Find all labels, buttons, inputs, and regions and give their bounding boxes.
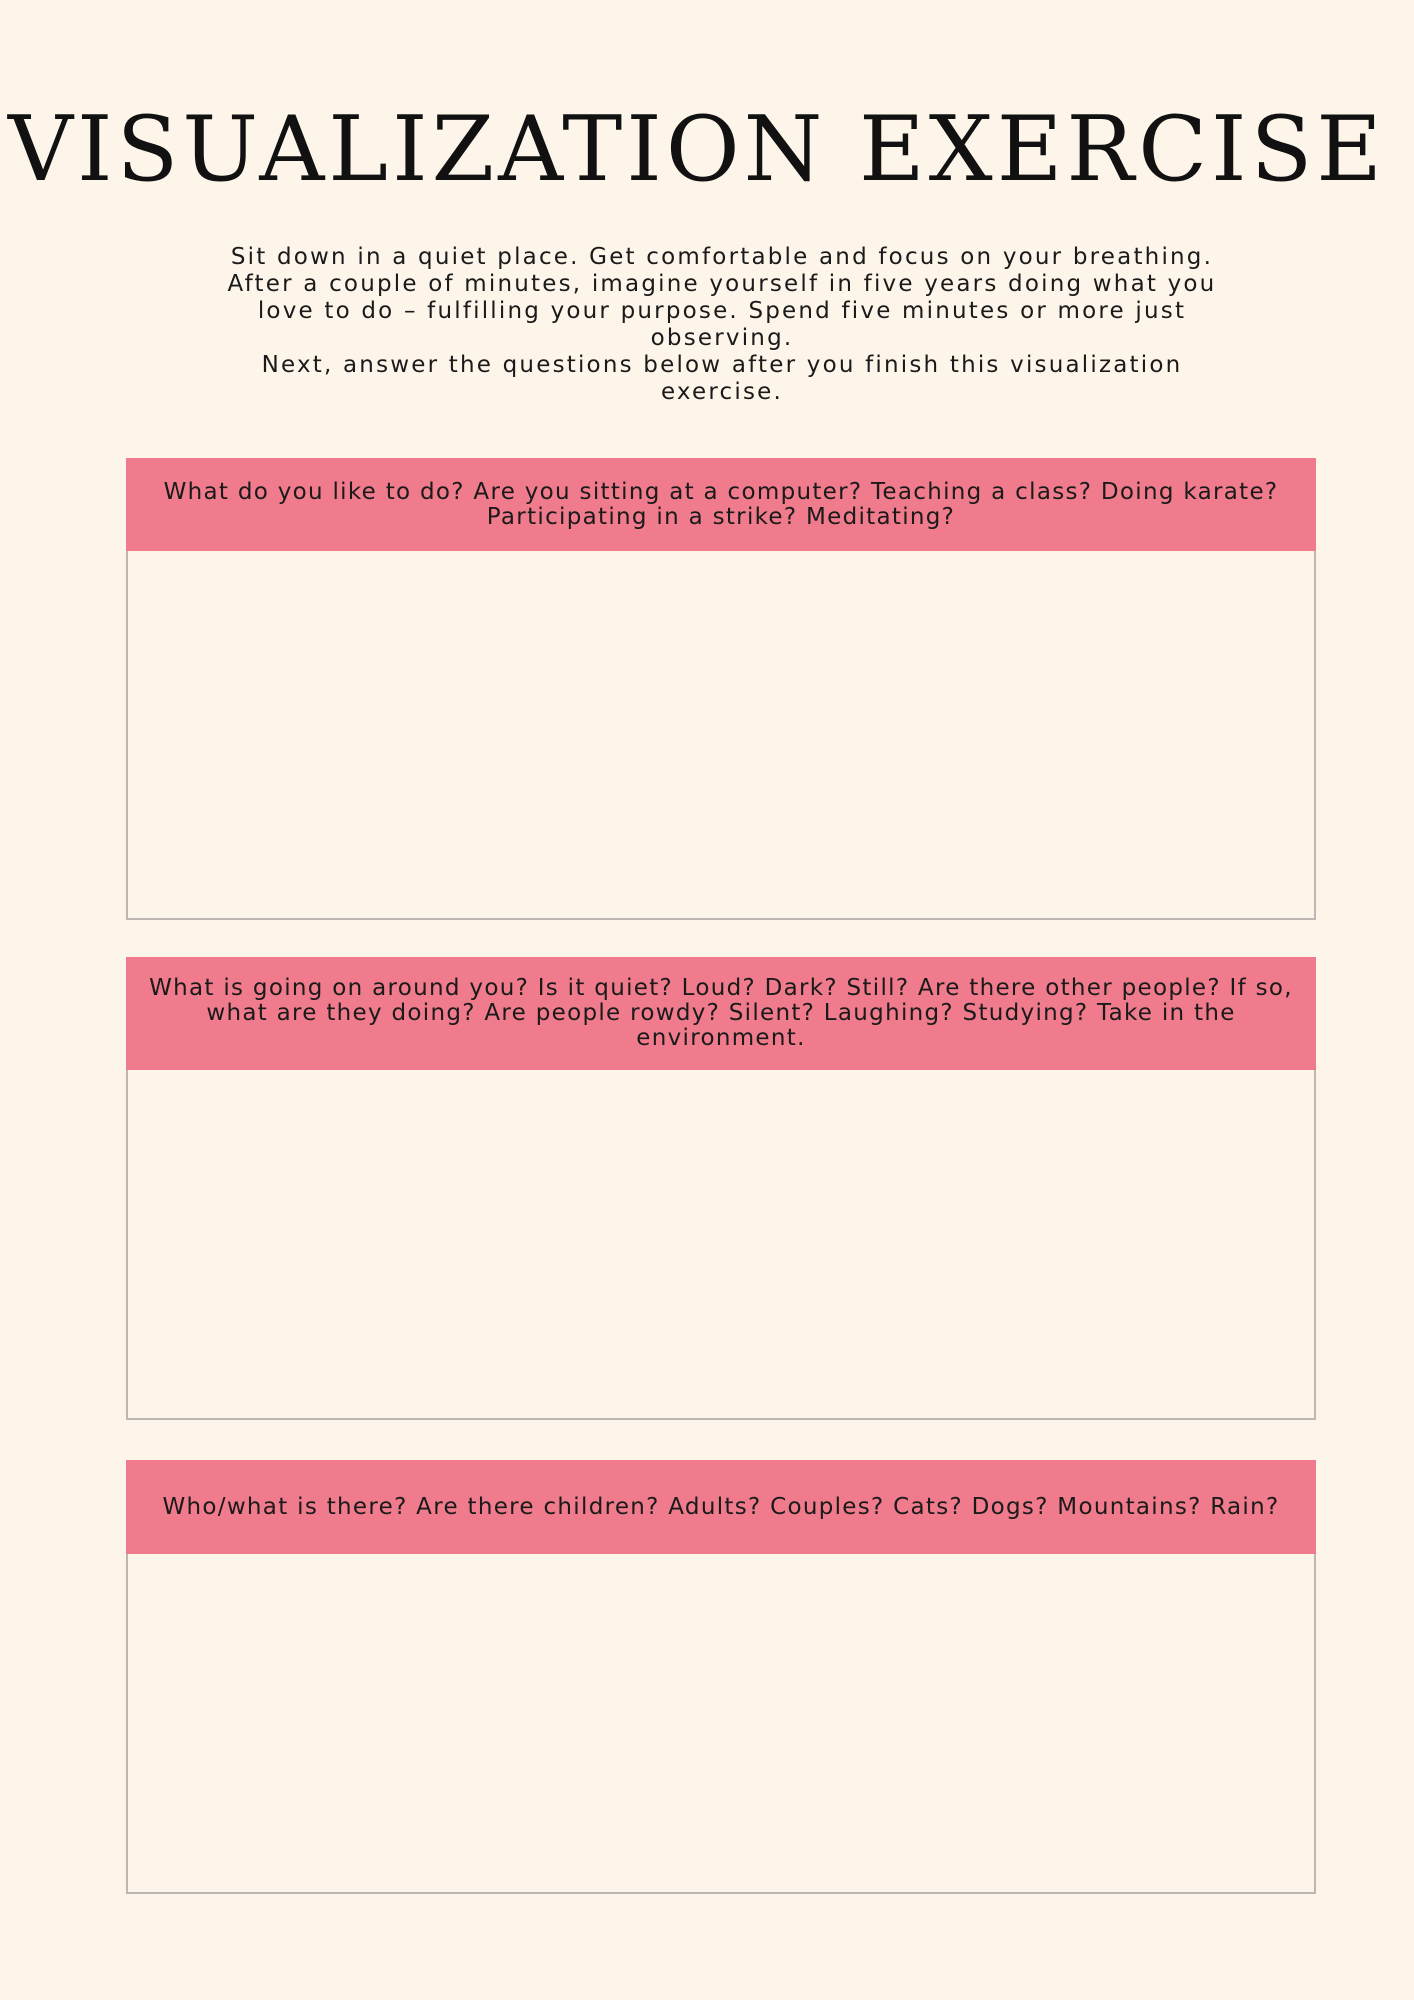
- question-box-2: [126, 957, 1316, 1420]
- instruction-paragraph: After a couple of minutes, imagine yourself in five years doing what you love to do – fulfilling your purpose. Spend five minutes or more just observing.: [227, 271, 1217, 351]
- instruction-paragraph: Sit down in a quiet place. Get comfortable and focus on your breathing.: [230, 244, 1214, 270]
- question-prompt: What do you like to do? Are you sitting at a computer? Teaching a class? Doing karate? Participating in a strike? Meditating?: [126, 458, 1316, 551]
- instructions: [220, 244, 1224, 406]
- question-box-3: [126, 1460, 1316, 1894]
- answer-area[interactable]: [128, 1554, 1314, 1892]
- question-prompt: What is going on around you? Is it quiet? Loud? Dark? Still? Are there other people? If so, what are they doing? Are people rowdy? Silent? Laughing? Studying? Take in the environment.: [126, 957, 1316, 1070]
- answer-area[interactable]: [128, 1070, 1314, 1418]
- page-title: VISUALIZATION EXERCISE: [8, 97, 1386, 202]
- instruction-paragraph: Next, answer the questions below after you finish this visualization exercise.: [261, 352, 1183, 405]
- answer-area[interactable]: [128, 551, 1314, 918]
- question-prompt: Who/what is there? Are there children? Adults? Couples? Cats? Dogs? Mountains? Rain?: [126, 1460, 1316, 1554]
- question-box-1: [126, 458, 1316, 920]
